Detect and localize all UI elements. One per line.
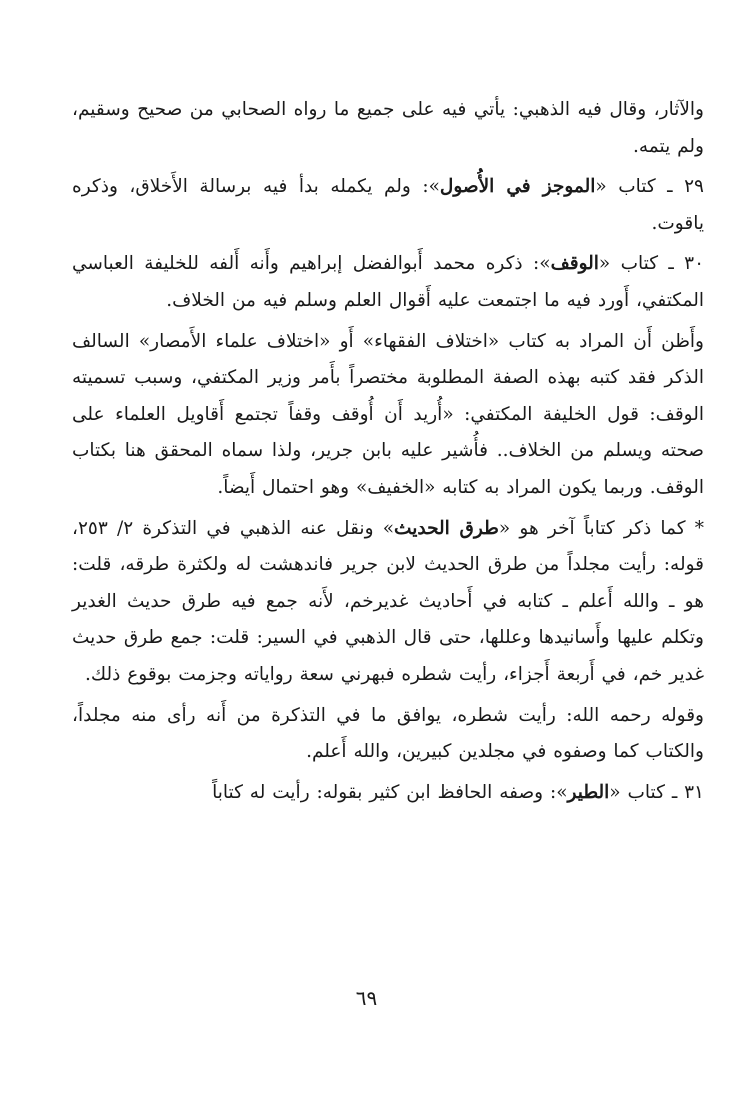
book-title-turuq: طرق الحديث — [394, 517, 499, 539]
paragraph-text: ٣٠ ـ كتاب « — [598, 253, 705, 275]
book-title-tayr: الطير — [567, 781, 610, 803]
paragraph-text: ٢٩ ـ كتاب « — [595, 176, 704, 198]
paragraph-text: »: وصفه الحافظ ابن كثير بقوله: رأيت له كتاباً — [212, 781, 568, 803]
paragraph-speculation — [72, 324, 704, 507]
paragraph-text: والآثار، وقال فيه الذهبي: يأتي فيه على جميع ما رواه الصحابي من صحيح وسقيم، ولم يتمه. — [72, 99, 704, 157]
page-body — [72, 92, 704, 1042]
paragraph-item-29 — [72, 169, 704, 242]
paragraph-item-30 — [72, 246, 704, 319]
paragraph-text: وأَظن أَن المراد به كتاب «اختلاف الفقهاء» أَو «اختلاف علماء الأَمصار» السالف الذكر فقد كتبه بهذه الصفة المطلوبة مختصراً بأَمر وزير المكتفي، وسبب تسميته الوقف: قول الخليفة المكتفي: «أُريد أَن أُوقف وقفاً تجتمع أَقاويل العلماء على صحته ويسلم من الخلاف.. فأُشير عليه بابن جرير، ولذا سماه المحقق هنا بكتاب الوقف. وربما يكون المراد به كتابه «الخفيف» وهو احتمال أَيضاً. — [72, 330, 704, 498]
paragraph-text: »: ولم يكمله بدأ فيه برسالة الأَخلاق، وذكره ياقوت. — [72, 176, 704, 234]
paragraph-text: »: ذكره محمد أَبوالفضل إبراهيم وأَنه أَلفه للخليفة العباسي المكتفي، أَورد فيه ما اجتمعت عليه أَقوال العلم وسلم فيه من الخلاف. — [72, 253, 704, 311]
paragraph-turuq-hadith — [72, 511, 704, 694]
paragraph-text: * كما ذكر كتاباً آخر هو « — [498, 517, 704, 539]
paragraph-text: ٣١ ـ كتاب « — [609, 781, 704, 803]
paragraph-text: وقوله رحمه الله: رأيت شطره، يوافق ما في التذكرة من أَنه رأى منه مجلداً، والكتاب كما وصفوه في مجلدين كبيرين، والله أَعلم. — [72, 704, 704, 763]
book-title-mujaz: الموجز في الأُصول — [439, 176, 596, 198]
paragraph-item-31 — [72, 775, 704, 812]
book-title-waqf: الوقف — [550, 253, 599, 275]
paragraph-text: » ونقل عنه الذهبي في التذكرة ٢/ ٢٥٣، قوله: رأيت مجلداً من طرق الحديث لابن جرير فاندهشت له ولكثرة طرقه، قلت: هو ـ والله أَعلم ـ كتابه في أَحاديث غديرخم، لأَنه جمع فيه طرق حديث الغدير وتكلم عليها وأَسانيدها وعللها، حتى قال الذهبي في السير: قلت: جمع طرق حديث غدير خم، في أَربعة أَجزاء، رأيت شطره فبهرني سعة رواياته وجزمت بوقوع ذلك. — [72, 517, 704, 685]
page-number: ٦٩ — [355, 986, 378, 1010]
paragraph-shatrahu — [72, 698, 704, 771]
paragraph-athar — [72, 92, 704, 165]
